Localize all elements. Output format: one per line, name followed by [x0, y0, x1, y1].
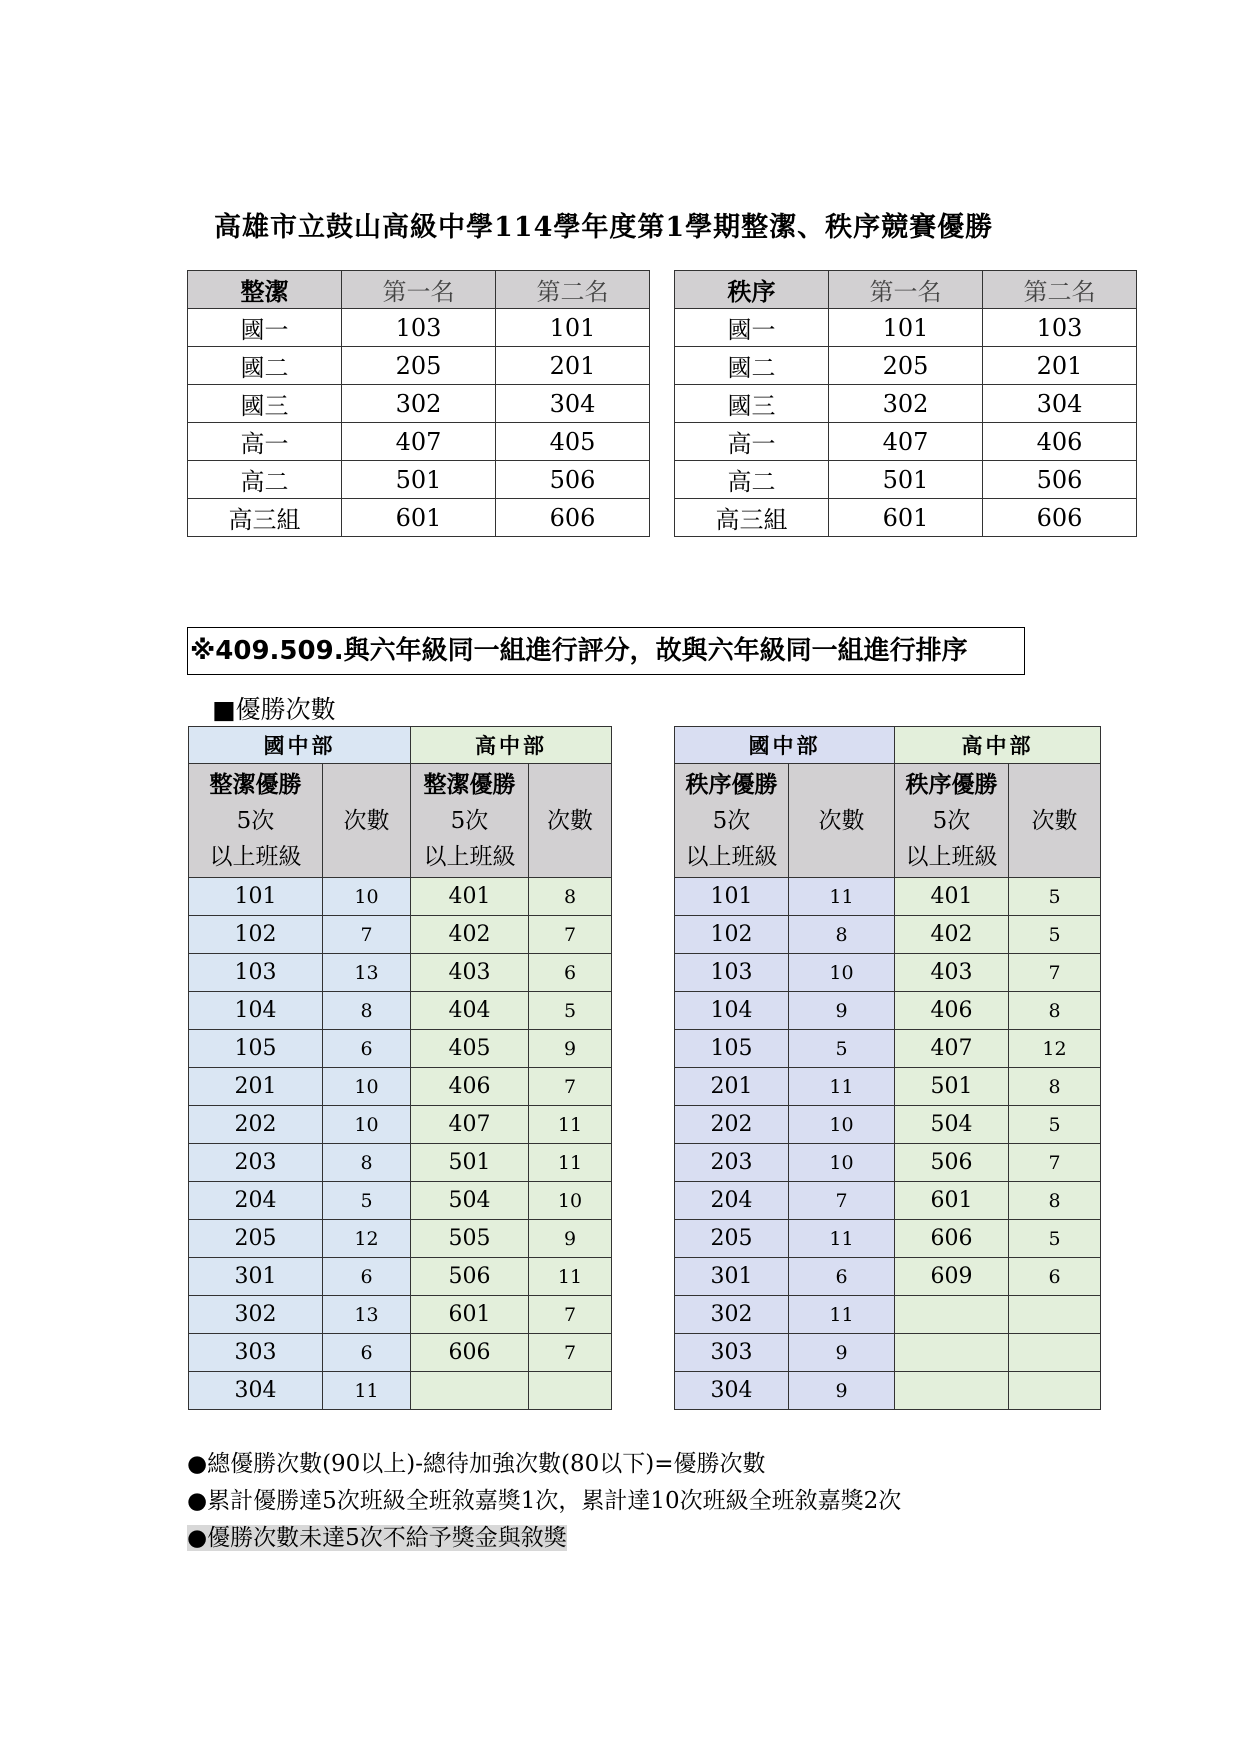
count-cell: 10: [789, 1144, 895, 1182]
count-cell: 11: [789, 1220, 895, 1258]
count-cell: 11: [789, 1296, 895, 1334]
count-cell: 5: [529, 992, 612, 1030]
class-cell: 201: [189, 1068, 323, 1106]
class-cell: 403: [895, 954, 1009, 992]
notes: [187, 1446, 901, 1557]
table-row: [675, 385, 1137, 423]
table-row: [675, 1144, 1101, 1182]
table-row: [675, 1220, 1101, 1258]
class-cell: 301: [189, 1258, 323, 1296]
cleanliness-rank-table: [187, 270, 650, 537]
table-row: [675, 1068, 1101, 1106]
count-cell: 9: [529, 1220, 612, 1258]
count-cell: 6: [323, 1258, 411, 1296]
class-cell: 406: [411, 1068, 529, 1106]
table-row: [675, 1334, 1101, 1372]
table-row: [675, 878, 1101, 916]
class-cell: 103: [189, 954, 323, 992]
table-row: [675, 916, 1101, 954]
table-cell: 103: [983, 309, 1137, 347]
class-cell: 205: [675, 1220, 789, 1258]
class-cell: 504: [895, 1106, 1009, 1144]
rank-header-row: [188, 271, 650, 309]
class-cell: 201: [675, 1068, 789, 1106]
table-row: [675, 992, 1101, 1030]
table-cell: 302: [342, 385, 496, 423]
table-cell: 高二: [188, 461, 342, 499]
count-cell: 10: [789, 1106, 895, 1144]
table-row: [675, 423, 1137, 461]
table-row: [675, 1258, 1101, 1296]
dept-senior: 高中部: [895, 727, 1101, 764]
class-cell: 402: [895, 916, 1009, 954]
count-cell: 8: [323, 992, 411, 1030]
table-row: [189, 992, 612, 1030]
table-cell: 506: [496, 461, 650, 499]
class-head-line3: 以上班級: [209, 843, 302, 870]
class-cell: 303: [675, 1334, 789, 1372]
rank-header-cell: 第二名: [983, 271, 1137, 309]
class-head-line3: 以上班級: [905, 843, 998, 870]
class-cell: 601: [411, 1296, 529, 1334]
class-cell: [895, 1372, 1009, 1410]
note-3: [187, 1520, 901, 1557]
table-row: [675, 1182, 1101, 1220]
class-cell: 304: [675, 1372, 789, 1410]
class-cell: 606: [895, 1220, 1009, 1258]
table-row: [675, 954, 1101, 992]
class-cell: 105: [189, 1030, 323, 1068]
count-head-cell: 次數: [323, 764, 411, 878]
note-1: ●總優勝次數(90以上)-總待加強次數(80以下)=優勝次數: [187, 1451, 766, 1477]
class-head-line2: 5次: [712, 807, 751, 834]
class-head-cell: [411, 764, 529, 878]
table-cell: 405: [496, 423, 650, 461]
class-cell: 301: [675, 1258, 789, 1296]
table-cell: 304: [983, 385, 1137, 423]
count-cell: 7: [529, 1068, 612, 1106]
class-cell: 402: [411, 916, 529, 954]
table-cell: 103: [342, 309, 496, 347]
table-cell: 101: [496, 309, 650, 347]
count-cell: 7: [529, 1334, 612, 1372]
count-cell: 11: [529, 1258, 612, 1296]
table-row: [189, 954, 612, 992]
count-cell: 9: [789, 1334, 895, 1372]
count-cell: 6: [1009, 1258, 1101, 1296]
class-head-title: 秩序優勝: [685, 771, 778, 798]
table-cell: 201: [983, 347, 1137, 385]
count-cell: 7: [789, 1182, 895, 1220]
class-head-line3: 以上班級: [685, 843, 778, 870]
count-cell: [529, 1372, 612, 1410]
count-cell: 5: [1009, 1106, 1101, 1144]
table-cell: 601: [342, 499, 496, 537]
class-cell: 104: [189, 992, 323, 1030]
dept-junior: 國中部: [675, 727, 895, 764]
cleanliness-wins-table: [188, 726, 612, 1410]
class-cell: 401: [895, 878, 1009, 916]
count-cell: 7: [1009, 954, 1101, 992]
class-cell: 203: [189, 1144, 323, 1182]
count-cell: 10: [323, 1068, 411, 1106]
cleanliness-rank-body: [188, 271, 650, 537]
class-head-title: 秩序優勝: [905, 771, 998, 798]
dept-header-row: [675, 727, 1101, 764]
table-row: [675, 347, 1137, 385]
count-cell: 8: [529, 878, 612, 916]
class-cell: 102: [189, 916, 323, 954]
count-cell: [1009, 1372, 1101, 1410]
class-head-line2: 5次: [932, 807, 971, 834]
table-row: [189, 1372, 612, 1410]
table-cell: 606: [983, 499, 1137, 537]
count-cell: 7: [529, 916, 612, 954]
class-cell: 501: [411, 1144, 529, 1182]
dept-junior: 國中部: [189, 727, 411, 764]
table-cell: 407: [342, 423, 496, 461]
table-row: [189, 1144, 612, 1182]
count-cell: 11: [323, 1372, 411, 1410]
class-cell: 506: [895, 1144, 1009, 1182]
table-row: [675, 1030, 1101, 1068]
count-cell: 8: [1009, 1068, 1101, 1106]
class-cell: [895, 1334, 1009, 1372]
table-cell: 高一: [675, 423, 829, 461]
count-cell: 13: [323, 954, 411, 992]
class-cell: 609: [895, 1258, 1009, 1296]
order-rank-table: [674, 270, 1137, 537]
table-cell: 高一: [188, 423, 342, 461]
count-cell: 8: [789, 916, 895, 954]
table-row: [188, 461, 650, 499]
class-cell: 504: [411, 1182, 529, 1220]
class-cell: 601: [895, 1182, 1009, 1220]
class-cell: 101: [675, 878, 789, 916]
table-row: [675, 309, 1137, 347]
class-head-line2: 5次: [236, 807, 275, 834]
table-cell: 高三組: [188, 499, 342, 537]
count-cell: 8: [1009, 1182, 1101, 1220]
table-cell: 國三: [188, 385, 342, 423]
class-cell: 204: [189, 1182, 323, 1220]
class-cell: 401: [411, 878, 529, 916]
rank-header-row: [675, 271, 1137, 309]
table-cell: 601: [829, 499, 983, 537]
table-cell: 302: [829, 385, 983, 423]
count-head-cell: 次數: [529, 764, 612, 878]
count-cell: 10: [789, 954, 895, 992]
table-row: [675, 461, 1137, 499]
rank-header-cell: 第二名: [496, 271, 650, 309]
table-cell: 高二: [675, 461, 829, 499]
class-cell: 405: [411, 1030, 529, 1068]
table-row: [189, 1030, 612, 1068]
class-cell: 404: [411, 992, 529, 1030]
cleanliness-wins-body: [189, 727, 612, 1410]
class-cell: 105: [675, 1030, 789, 1068]
table-cell: 501: [829, 461, 983, 499]
table-row: [189, 1258, 612, 1296]
count-cell: 11: [529, 1144, 612, 1182]
table-row: [189, 1296, 612, 1334]
table-cell: 407: [829, 423, 983, 461]
table-row: [675, 1106, 1101, 1144]
count-cell: 8: [1009, 992, 1101, 1030]
note-3-text: ●優勝次數未達5次不給予獎金與敘獎: [187, 1525, 567, 1551]
table-cell: 國二: [675, 347, 829, 385]
table-row: [675, 1296, 1101, 1334]
count-cell: 6: [789, 1258, 895, 1296]
class-cell: 203: [675, 1144, 789, 1182]
class-cell: 205: [189, 1220, 323, 1258]
table-row: [189, 916, 612, 954]
table-cell: 205: [829, 347, 983, 385]
table-cell: 高三組: [675, 499, 829, 537]
rank-header-cell: 整潔: [188, 271, 342, 309]
sub-header-row: [189, 764, 612, 878]
table-cell: 國二: [188, 347, 342, 385]
count-cell: 12: [1009, 1030, 1101, 1068]
order-rank-body: [675, 271, 1137, 537]
class-cell: 202: [675, 1106, 789, 1144]
class-cell: 202: [189, 1106, 323, 1144]
count-cell: 6: [323, 1334, 411, 1372]
table-cell: 205: [342, 347, 496, 385]
count-cell: [1009, 1296, 1101, 1334]
count-cell: 11: [789, 878, 895, 916]
table-row: [188, 347, 650, 385]
count-cell: 10: [323, 878, 411, 916]
class-cell: 102: [675, 916, 789, 954]
class-cell: 302: [675, 1296, 789, 1334]
count-cell: 11: [789, 1068, 895, 1106]
count-cell: 5: [323, 1182, 411, 1220]
count-cell: 6: [323, 1030, 411, 1068]
table-cell: 506: [983, 461, 1137, 499]
table-row: [189, 1106, 612, 1144]
count-cell: 8: [323, 1144, 411, 1182]
rank-header-cell: 第一名: [829, 271, 983, 309]
count-head-cell: 次數: [1009, 764, 1101, 878]
count-cell: 5: [1009, 1220, 1101, 1258]
count-cell: 13: [323, 1296, 411, 1334]
count-cell: 7: [323, 916, 411, 954]
table-cell: 國一: [675, 309, 829, 347]
class-cell: 204: [675, 1182, 789, 1220]
class-cell: [895, 1296, 1009, 1334]
count-cell: [1009, 1334, 1101, 1372]
dept-senior: 高中部: [411, 727, 612, 764]
class-cell: 407: [411, 1106, 529, 1144]
class-cell: 606: [411, 1334, 529, 1372]
class-cell: 101: [189, 878, 323, 916]
count-cell: 9: [789, 992, 895, 1030]
rank-header-cell: 秩序: [675, 271, 829, 309]
table-row: [675, 1372, 1101, 1410]
class-head-cell: [675, 764, 789, 878]
count-cell: 5: [1009, 916, 1101, 954]
class-cell: 406: [895, 992, 1009, 1030]
count-cell: 5: [1009, 878, 1101, 916]
dept-header-row: [189, 727, 612, 764]
class-cell: [411, 1372, 529, 1410]
page-title: 高雄市立鼓山高級中學114學年度第1學期整潔、秩序競賽優勝: [214, 212, 994, 243]
table-cell: 606: [496, 499, 650, 537]
count-cell: 10: [323, 1106, 411, 1144]
count-cell: 11: [529, 1106, 612, 1144]
table-row: [188, 499, 650, 537]
table-cell: 101: [829, 309, 983, 347]
table-cell: 501: [342, 461, 496, 499]
table-row: [188, 423, 650, 461]
count-cell: 9: [529, 1030, 612, 1068]
count-cell: 10: [529, 1182, 612, 1220]
class-cell: 104: [675, 992, 789, 1030]
notice-box: ※409.509.與六年級同一組進行評分，故與六年級同一組進行排序: [187, 627, 1025, 675]
class-cell: 304: [189, 1372, 323, 1410]
order-wins-table: [674, 726, 1101, 1410]
table-row: [189, 1220, 612, 1258]
class-head-title: 整潔優勝: [423, 771, 516, 798]
count-cell: 9: [789, 1372, 895, 1410]
class-cell: 103: [675, 954, 789, 992]
count-cell: 7: [1009, 1144, 1101, 1182]
class-cell: 302: [189, 1296, 323, 1334]
table-row: [189, 878, 612, 916]
count-cell: 7: [529, 1296, 612, 1334]
win-count-label: ■優勝次數: [212, 695, 336, 724]
class-head-line2: 5次: [450, 807, 489, 834]
table-cell: 406: [983, 423, 1137, 461]
table-cell: 國一: [188, 309, 342, 347]
class-cell: 407: [895, 1030, 1009, 1068]
table-row: [189, 1182, 612, 1220]
table-cell: 201: [496, 347, 650, 385]
table-row: [188, 385, 650, 423]
class-cell: 403: [411, 954, 529, 992]
class-cell: 505: [411, 1220, 529, 1258]
table-cell: 國三: [675, 385, 829, 423]
class-head-line3: 以上班級: [423, 843, 516, 870]
count-cell: 5: [789, 1030, 895, 1068]
table-row: [189, 1334, 612, 1372]
class-head-title: 整潔優勝: [209, 771, 302, 798]
table-row: [675, 499, 1137, 537]
rank-header-cell: 第一名: [342, 271, 496, 309]
table-row: [189, 1068, 612, 1106]
note-2: ●累計優勝達5次班級全班敘嘉獎1次，累計達10次班級全班敘嘉獎2次: [187, 1488, 902, 1514]
count-cell: 6: [529, 954, 612, 992]
class-cell: 506: [411, 1258, 529, 1296]
order-wins-body: [675, 727, 1101, 1410]
table-cell: 304: [496, 385, 650, 423]
class-cell: 303: [189, 1334, 323, 1372]
class-head-cell: [895, 764, 1009, 878]
count-cell: 12: [323, 1220, 411, 1258]
class-cell: 501: [895, 1068, 1009, 1106]
table-row: [188, 309, 650, 347]
count-head-cell: 次數: [789, 764, 895, 878]
class-head-cell: [189, 764, 323, 878]
sub-header-row: [675, 764, 1101, 878]
